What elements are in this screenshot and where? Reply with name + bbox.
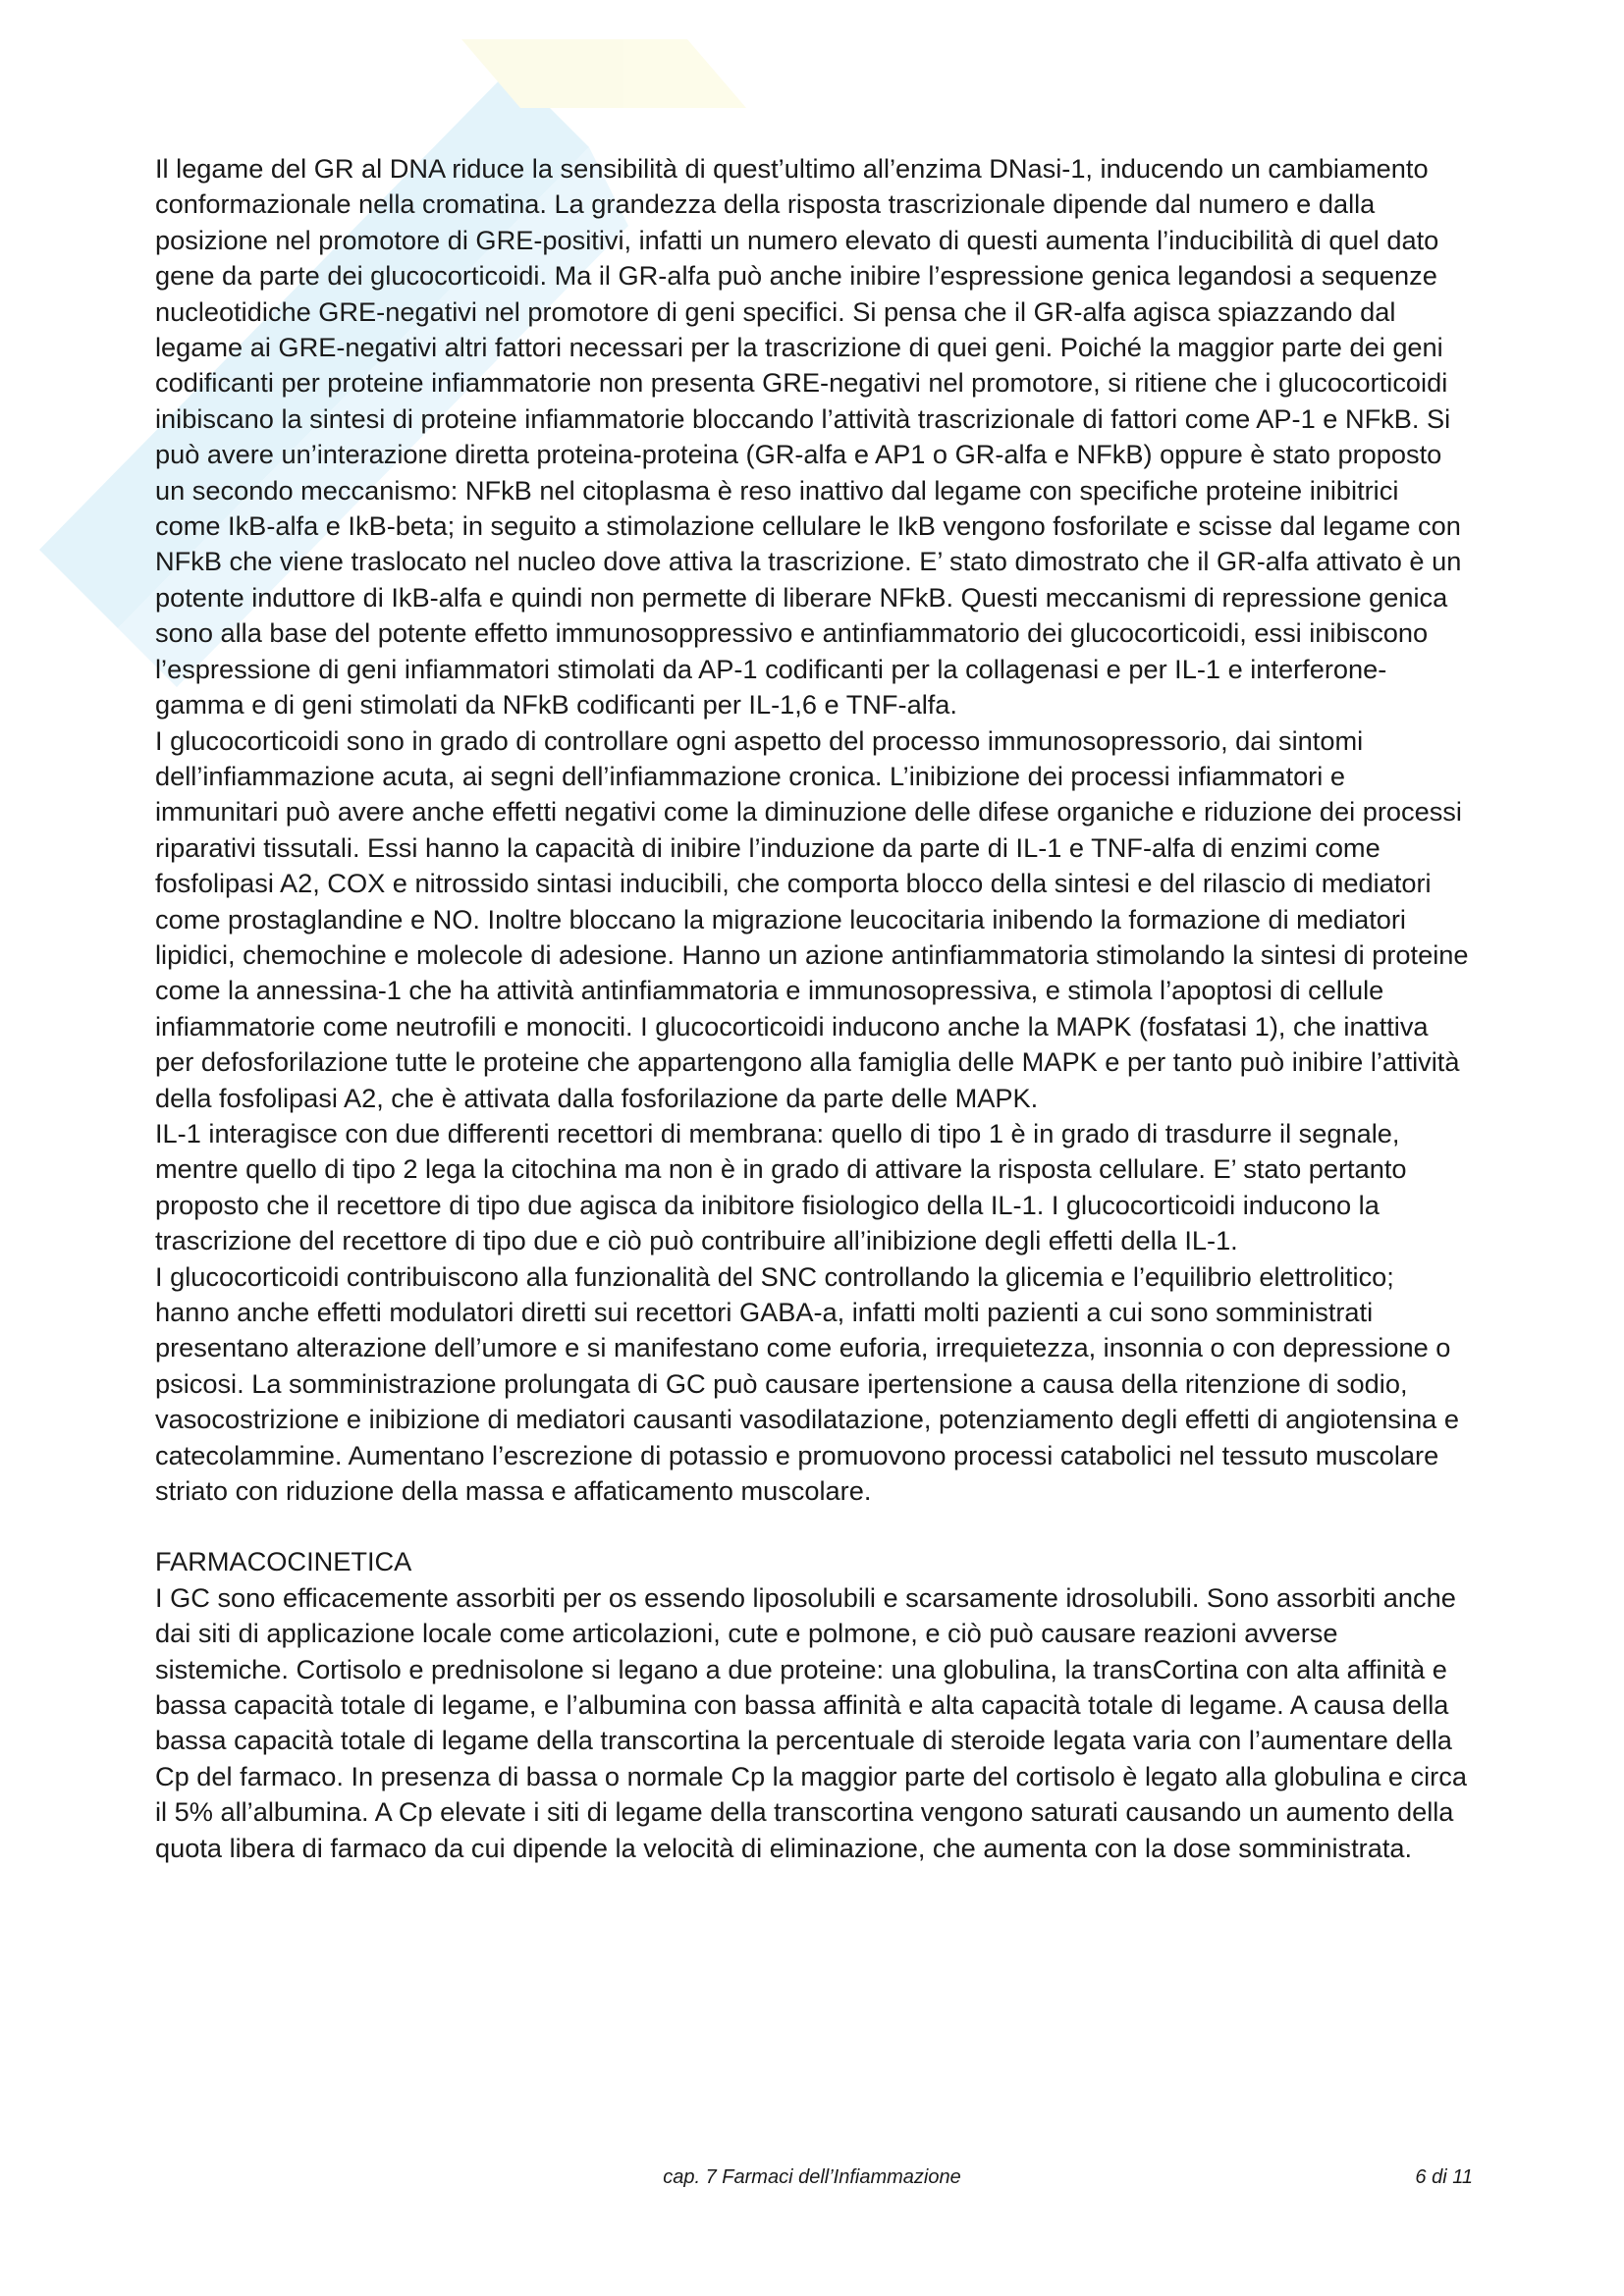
footer-chapter-title: cap. 7 Farmaci dell’Infiammazione	[663, 2166, 961, 2188]
paragraph-glucocorticoid-effects: I glucocorticoidi sono in grado di controllare ogni aspetto del processo immunosopressorio, dai sintomi dell’infiammazione acuta, ai segni dell’infiammazione cronica. L’inibizione dei processi infiammatori e immunitari può avere anche effetti negativi come la diminuzione delle difese organiche e riduzione dei processi riparativi tissutali. Essi hanno la capacità di inibire l’induzione da parte di IL-1 e TNF-alfa di enzimi come fosfolipasi A2, COX e nitrossido sintasi inducibili, che comporta blocco della sintesi e del rilascio di mediatori come prostaglandine e NO. Inoltre bloccano la migrazione leucocitaria inibendo la formazione di mediatori lipidici, chemochine e molecole di adesione. Hanno un azione antinfiammatoria stimolando la sintesi di proteine come la annessina-1 che ha attività antinfiammatoria e immunosopressiva, e stimola l’apoptosi di cellule infiammatorie come neutrofili e monociti. I glucocorticoidi inducono anche la MAPK (fosfatasi 1), che inattiva per defosforilazione tutte le proteine che appartengono alla famiglia delle MAPK e per tanto può inibire l’attività della fosfolipasi A2, che è attivata dalla fosforilazione da parte delle MAPK.	[155, 724, 1469, 1113]
paragraph-il1-receptors: IL-1 interagisce con due differenti recettori di membrana: quello di tipo 1 è in grado di trasdurre il segnale, mentre quello di tipo 2 lega la citochina ma non è in grado di attivare la risposta cellulare. E’ stato pertanto proposto che il recettore di tipo due agisca da inibitore fisiologico della IL-1. I glucocorticoidi inducono la trascrizione del recettore di tipo due e ciò può contribuire all’inibizione degli effetti della IL-1.	[155, 1117, 1407, 1256]
paragraph-gr-dna-binding: Il legame del GR al DNA riduce la sensibilità di quest’ultimo all’enzima DNasi-1, inducendo un cambiamento conformazionale nella cromatina. La grandezza della risposta trascrizionale dipende dal numero e dalla posizione nel promotore di GRE-positivi, infatti un numero elevato di questi aumenta l’inducibilità di quel dato gene da parte dei glucocorticoidi. Ma il GR-alfa può anche inibire l’espressione genica legandosi a sequenze nucleotidiche GRE-negativi nel promotore di geni specifici. Si pensa che il GR-alfa agisca spiazzando dal legame ai GRE-negativi altri fattori necessari per la trascrizione di quei geni. Poiché la maggior parte dei geni codificanti per proteine infiammatorie non presenta GRE-negativi nel promotore, si ritiene che i glucocorticoidi inibiscano la sintesi di proteine infiammatorie bloccando l’attività trascrizionale di fattori come AP-1 e NFkB. Si può avere un’interazione diretta proteina-proteina (GR-alfa e AP1 o GR-alfa e NFkB) oppure è stato proposto un secondo meccanismo: NFkB nel citoplasma è reso inattivo dal legame con specifiche proteine inibitrici come IkB-alfa e IkB-beta; in seguito a stimolazione cellulare le IkB vengono fosforilate e scisse dal legame con NFkB che viene traslocato nel nucleo dove attiva la trascrizione. E’ stato dimostrato che il GR-alfa attivato è un potente induttore di IkB-alfa e quindi non permette di liberare NFkB. Questi meccanismi di repressione genica sono alla base del potente effetto immunosoppressivo e antinfiammatorio dei glucocorticoidi, essi inibiscono l’espressione di geni infiammatori stimolati da AP-1 codificanti per la collagenasi e per IL-1 e interferone-gamma e di geni stimolati da NFkB codificanti per IL-1,6 e TNF-alfa.	[155, 153, 1462, 721]
document-body	[155, 151, 1471, 1866]
paragraph-farmacocinetica: I GC sono efficacemente assorbiti per os essendo liposolubili e scarsamente idrosolubili. Sono assorbiti anche dai siti di applicazione locale come articolazioni, cute e polmone, e ciò può causare reazioni avverse sistemiche. Cortisolo e prednisolone si legano a due proteine: una globulina, la transCortina con alta affinità e bassa capacità totale di legame, e l’albumina con bassa affinità e alta capacità totale di legame. A causa della bassa capacità totale di legame della transcortina la percentuale di steroide legata varia con l’aumentare della Cp del farmaco. In presenza di bassa o normale Cp la maggior parte del cortisolo è legato alla globulina e circa il 5% all’albumina. A Cp elevate i siti di legame della transcortina vengono saturati causando un aumento della quota libera di farmaco da cui dipende la velocità di eliminazione, che aumenta con la dose somministrata.	[155, 1581, 1467, 1863]
footer-page-number: 6 di 11	[1415, 2166, 1473, 2188]
section-heading-farmacocinetica: FARMACOCINETICA	[155, 1546, 412, 1577]
paragraph-cns-effects: I glucocorticoidi contribuiscono alla funzionalità del SNC controllando la glicemia e l’equilibrio elettrolitico; hanno anche effetti modulatori diretti sui recettori GABA-a, infatti molti pazienti a cui sono somministrati presentano alterazione dell’umore e si manifestano come euforia, irrequietezza, insonnia o con depressione o psicosi. La somministrazione prolungata di GC può causare ipertensione a causa della ritenzione di sodio, vasocostrizione e inibizione di mediatori causanti vasodilatazione, potenziamento degli effetti di angiotensina e catecolammine. Aumentano l’escrezione di potassio e promuovono processi catabolici nel tessuto muscolare striato con riduzione della massa e affaticamento muscolare.	[155, 1260, 1459, 1507]
